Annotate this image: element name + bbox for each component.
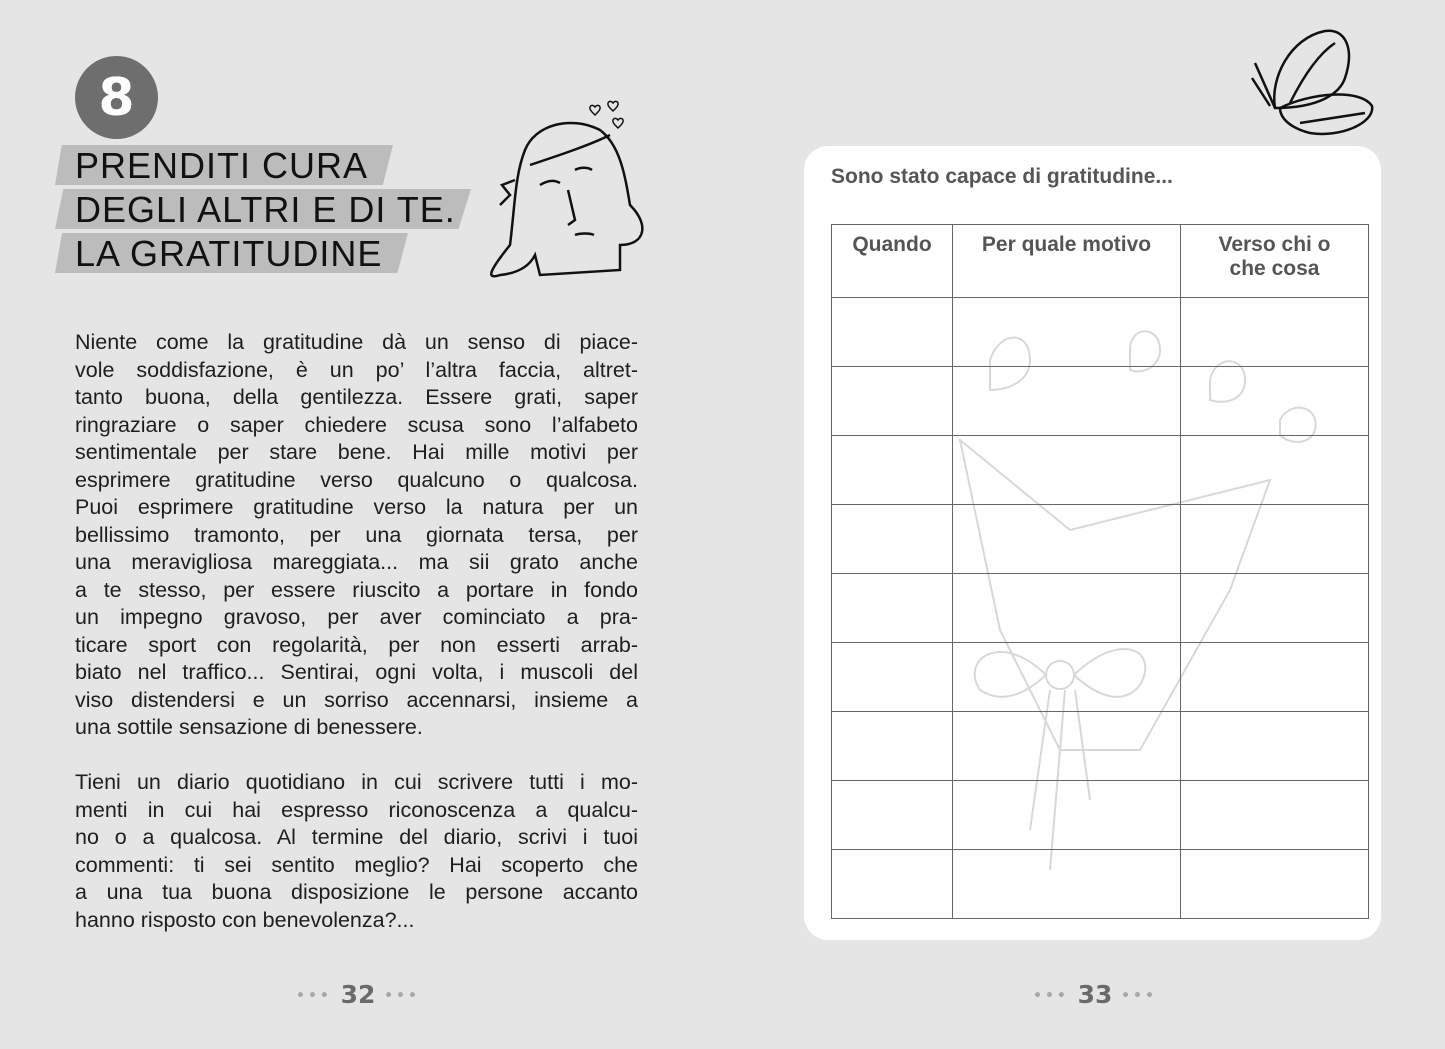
page-number: 32	[340, 980, 376, 1009]
card-title: Sono stato capace di gratitudine...	[831, 165, 1173, 188]
table-cell[interactable]	[953, 367, 1181, 436]
butterfly-icon	[1250, 28, 1378, 140]
text-line: no o a qualcosa. Al termine del diario, scrivi i tuoi	[75, 825, 638, 849]
paragraph-1	[75, 329, 638, 742]
table-row	[832, 298, 1369, 367]
column-header-when: Quando	[832, 225, 953, 298]
text-line: esprimere gratitudine verso qualcuno o qualcosa.	[75, 467, 638, 492]
table-row	[832, 643, 1369, 712]
table-cell[interactable]	[832, 712, 953, 781]
woman-face-illustration	[480, 95, 655, 280]
text-line: sentimentale per stare bene. Hai mille motivi per	[75, 440, 638, 464]
table-cell[interactable]	[953, 850, 1181, 919]
text-line: Tieni un diario quotidiano in cui scrivere tutti i mo-	[75, 770, 638, 794]
table-cell[interactable]	[832, 574, 953, 643]
table-cell[interactable]	[832, 505, 953, 574]
text-line: commenti: ti sei sentito meglio? Hai scoperto che	[75, 852, 638, 877]
text-line: hanno risposto con benevolenza?...	[75, 907, 415, 932]
column-header-reason: Per quale motivo	[953, 225, 1181, 298]
table-cell[interactable]	[953, 643, 1181, 712]
page-number-left: ••• 32 •••	[296, 980, 420, 1009]
table-cell[interactable]	[832, 436, 953, 505]
table-cell[interactable]	[832, 643, 953, 712]
table-cell[interactable]	[832, 781, 953, 850]
text-line: ticare sport con regolarità, per non esserti arrab-	[75, 632, 638, 657]
column-header-to-whom: Verso chi o che cosa	[1181, 225, 1369, 298]
chapter-title-line: DEGLI ALTRI E DI TE.	[75, 189, 456, 230]
table-cell[interactable]	[832, 850, 953, 919]
text-line: una sottile sensazione di benessere.	[75, 715, 423, 739]
table-row	[832, 367, 1369, 436]
table-cell[interactable]	[953, 574, 1181, 643]
text-line: vole soddisfazione, è un po’ l’altra faccia, altret-	[75, 357, 638, 382]
table-cell[interactable]	[1181, 850, 1369, 919]
table-cell[interactable]	[1181, 298, 1369, 367]
chapter-number-badge: 8	[75, 56, 158, 139]
text-line: a te stesso, per essere riuscito a portare in fondo	[75, 577, 638, 602]
table-cell[interactable]	[1181, 505, 1369, 574]
table-cell[interactable]	[832, 298, 953, 367]
text-line: a una tua buona disposizione le persone accanto	[75, 880, 638, 904]
text-line: biato nel traffico... Sentirai, ogni volta, i muscoli del	[75, 660, 638, 684]
table-row	[832, 850, 1369, 919]
paragraph-2	[75, 769, 638, 934]
chapter-title-line: PRENDITI CURA	[75, 145, 369, 186]
table-row	[832, 712, 1369, 781]
text-line: una meravigliosa mareggiata... ma sii grato anche	[75, 550, 638, 574]
table-cell[interactable]	[953, 298, 1181, 367]
table-cell[interactable]	[1181, 367, 1369, 436]
table-cell[interactable]	[953, 505, 1181, 574]
table-cell[interactable]	[1181, 781, 1369, 850]
table-cell[interactable]	[1181, 643, 1369, 712]
table-row	[832, 781, 1369, 850]
table-cell[interactable]	[953, 781, 1181, 850]
table-cell[interactable]	[1181, 436, 1369, 505]
text-line: un impegno gravoso, per aver cominciato a pra-	[75, 605, 638, 629]
table-row	[832, 505, 1369, 574]
text-line: Puoi esprimere gratitudine verso la natura per un	[75, 495, 638, 519]
table-row	[832, 574, 1369, 643]
table-cell[interactable]	[1181, 574, 1369, 643]
page-number-right: ••• 33 •••	[1033, 980, 1157, 1009]
text-line: menti in cui hai espresso riconoscenza a qualcu-	[75, 797, 638, 822]
table-cell[interactable]	[1181, 712, 1369, 781]
text-line: bellissimo tramonto, per una giornata tersa, per	[75, 522, 638, 547]
gratitude-table	[831, 224, 1369, 919]
table-cell[interactable]	[953, 712, 1181, 781]
page-number: 33	[1077, 980, 1113, 1009]
table-cell[interactable]	[953, 436, 1181, 505]
chapter-title-line: LA GRATITUDINE	[75, 233, 383, 274]
body-text	[75, 329, 638, 934]
text-line: viso distendersi e un sorriso accennarsi, insieme a	[75, 687, 638, 712]
text-line: ringraziare o saper chiedere scusa sono l’alfabeto	[75, 412, 638, 437]
text-line: tanto buona, della gentilezza. Essere grati, saper	[75, 385, 638, 409]
table-row	[832, 436, 1369, 505]
text-line: Niente come la gratitudine dà un senso di piace-	[75, 330, 638, 354]
table-cell[interactable]	[832, 367, 953, 436]
